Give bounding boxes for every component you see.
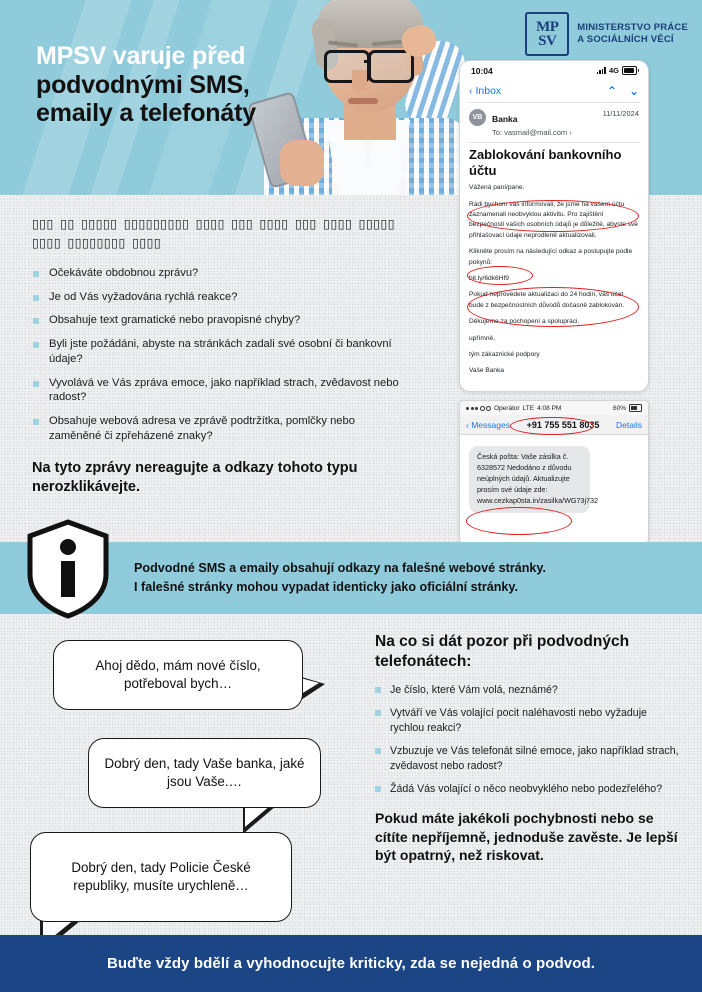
sms-message-bubble: Česká pošta: Vaše zásilka č. 6328572 Nedodáno z důvodu neúplných údajů. Aktualizujte prosím své údaje zde: www.cezkap0sta.in/zasilka/WG73j732 xyxy=(469,446,590,513)
details-button[interactable]: Details xyxy=(616,419,642,430)
list-item: Byli jste požádáni, abyste na stránkách zadali své osobní či bankovní údaje? xyxy=(32,337,402,367)
status-time: 10:04 xyxy=(471,65,493,76)
call-section-title: Na co si dát pozor při podvodných telefonátech: xyxy=(375,633,630,670)
mpsv-monogram-icon xyxy=(525,12,569,56)
network-label: 4G xyxy=(608,66,619,75)
chevron-up-icon[interactable]: ⌃ xyxy=(606,84,617,98)
battery-icon xyxy=(622,66,637,75)
ministry-name-line-2: A SOCIÁLNÍCH VĚCÍ xyxy=(577,34,674,45)
headline-line-3: emaily a telefonáty xyxy=(36,99,256,127)
chevron-down-icon[interactable]: ⌄ xyxy=(628,84,639,98)
footer-text: Buďte vždy bdělí a vyhodnocujte kriticky, zda se nejedná o podvod. xyxy=(106,955,596,972)
page-title xyxy=(36,42,356,128)
email-signoff-1: upřímně, xyxy=(469,334,496,342)
speech-bubble-police-scam: Dobrý den, tady Policie České republiky, musíte urychleně… xyxy=(30,832,292,922)
sms-phone-mockup xyxy=(459,400,649,544)
email-phone-mockup xyxy=(459,60,649,392)
chevron-left-icon: ‹ xyxy=(469,85,473,97)
email-date: 11/11/2024 xyxy=(602,109,639,118)
sender-name: Banka xyxy=(492,114,518,124)
sms-status-right xyxy=(613,404,642,412)
email-status-bar xyxy=(460,61,648,80)
list-item: Je od Vás vyžadována rychlá reakce? xyxy=(32,290,402,305)
ministry-logo xyxy=(525,12,688,56)
list-item: Vyvolává ve Vás zpráva emoce, jako například strach, zvědavost nebo radost? xyxy=(32,376,402,406)
email-subject: Zablokování bankovního účtu xyxy=(469,147,622,178)
email-signoff-3: Vaše Banka xyxy=(469,367,505,375)
checklist-warning-note: Na tyto zprávy nereagujte a odkazy tohoto typu nerozklikávejte. xyxy=(32,459,358,495)
email-navigation-bar xyxy=(460,80,648,102)
ministry-name-line-1: MINISTERSTVO PRÁCE xyxy=(577,22,688,34)
battery-icon xyxy=(629,404,642,412)
monogram-top: MP xyxy=(536,18,559,35)
speech-bubble-bank-scam: Dobrý den, tady Vaše banka, jaké jsou Vaše.… xyxy=(88,738,321,808)
list-item: Vytváří ve Vás volající pocit naléhavosti nebo vyžaduje rychlou reakci? xyxy=(375,706,683,735)
email-body xyxy=(460,183,648,377)
email-sender-row xyxy=(460,103,648,142)
sms-navigation-bar xyxy=(460,415,648,435)
headline-line-1: MPSV varuje před xyxy=(36,42,246,70)
email-paragraph-4: Pokud neprovedete aktualizaci do 24 hodin, váš účet bude z bezpečnostních důvodů dočasně zablokován. xyxy=(469,291,625,309)
email-signoff-2: tým zákaznické podpory xyxy=(469,351,540,359)
checklist-heading: ▯▯▯ ▯▯ ▯▯▯▯▯ ▯▯▯▯▯▯▯▯▯ ▯▯▯▯ ▯▯▯ ▯▯▯▯ ▯▯▯ ▯▯▯▯ ▯▯▯▯▯ ▯▯▯▯ ▯▯▯▯▯▯▯▯ ▯▯▯▯ xyxy=(32,216,396,251)
checklist-items xyxy=(32,266,402,444)
call-checklist-items xyxy=(375,683,683,796)
signal-dots-icon xyxy=(466,406,491,411)
sms-time: 4:08 PM xyxy=(537,404,562,412)
email-paragraph-1: Vážená paní/pane. xyxy=(469,184,525,192)
status-indicators xyxy=(597,66,637,75)
message-checklist-section xyxy=(32,214,402,496)
list-item: Žádá Vás volající o něco neobvyklého nebo podezřelého? xyxy=(375,782,683,796)
call-warning-note: Pokud máte jakékoli pochybnosti nebo se cítíte nepříjemně, jednoduše zavěste. Je lepší být opatrný, než riskovat. xyxy=(375,810,678,864)
phishing-link[interactable]: bit.ly/6dk6Hf9 xyxy=(469,275,509,283)
messages-label: Messages xyxy=(471,419,510,430)
email-paragraph-2: Rádi bychom vás informovali, že jsme na vašem účtu zaznamenali neobvyklou aktivitu. Pro zajištění bezpečnosti vašich osobních údajů je důležité, abyste své přihlašovací údaje neprodleně aktualizovali. xyxy=(469,200,638,239)
battery-percent: 60% xyxy=(612,404,626,412)
ministry-name xyxy=(577,22,688,46)
inbox-back-button[interactable] xyxy=(469,85,501,97)
list-item: Obsahuje webová adresa ve zprávě podtržítka, pomlčky nebo zaměněné či zpřeházené znaky? xyxy=(32,414,402,444)
sms-sender-number: +91 755 551 8035 xyxy=(526,419,600,430)
shield-info-icon xyxy=(26,519,110,619)
message-nav-arrows[interactable] xyxy=(607,84,639,98)
sms-status-bar xyxy=(460,401,648,415)
speech-bubble-grandchild-scam: Ahoj dědo, mám nové číslo, potřeboval bych… xyxy=(53,640,303,710)
list-item: Vzbuzuje ve Vás telefonát silné emoce, jako například strach, zvědavost nebo radost? xyxy=(375,744,683,773)
recipient-line: To: vasmail@mail.com › xyxy=(492,128,572,137)
headline-line-2: podvodnými SMS, xyxy=(36,70,250,99)
email-paragraph-3: Klikněte prosím na následující odkaz a postupujte podle pokynů: xyxy=(469,248,633,266)
list-item: Očekáváte obdobnou zprávu? xyxy=(32,266,402,281)
avatar: VB xyxy=(469,109,486,126)
sms-status-left xyxy=(466,405,561,412)
footer-banner xyxy=(0,935,702,992)
monogram-bottom: SV xyxy=(538,33,557,49)
info-line-1: Podvodné SMS a emaily obsahují odkazy na falešné webové stránky. xyxy=(134,561,546,575)
carrier-label: Operátor xyxy=(494,404,520,412)
email-paragraph-5: Děkujeme za pochopení a spolupráci. xyxy=(469,318,580,326)
info-banner-text xyxy=(134,559,690,596)
list-item: Je číslo, které Vám volá, neznámé? xyxy=(375,683,683,697)
sender-details xyxy=(492,109,597,137)
phone-call-warning-section xyxy=(375,632,683,865)
speech-bubbles-section xyxy=(0,620,360,930)
list-item: Obsahuje text gramatické nebo pravopisné chyby? xyxy=(32,313,402,328)
inbox-label: Inbox xyxy=(475,85,502,97)
messages-back-button[interactable]: ‹ Messages xyxy=(466,419,510,430)
signal-bars-icon xyxy=(597,67,606,74)
info-line-2: I falešné stránky mohou vypadat identicky jako oficiální stránky. xyxy=(134,579,519,594)
network-label: LTE xyxy=(522,404,535,412)
